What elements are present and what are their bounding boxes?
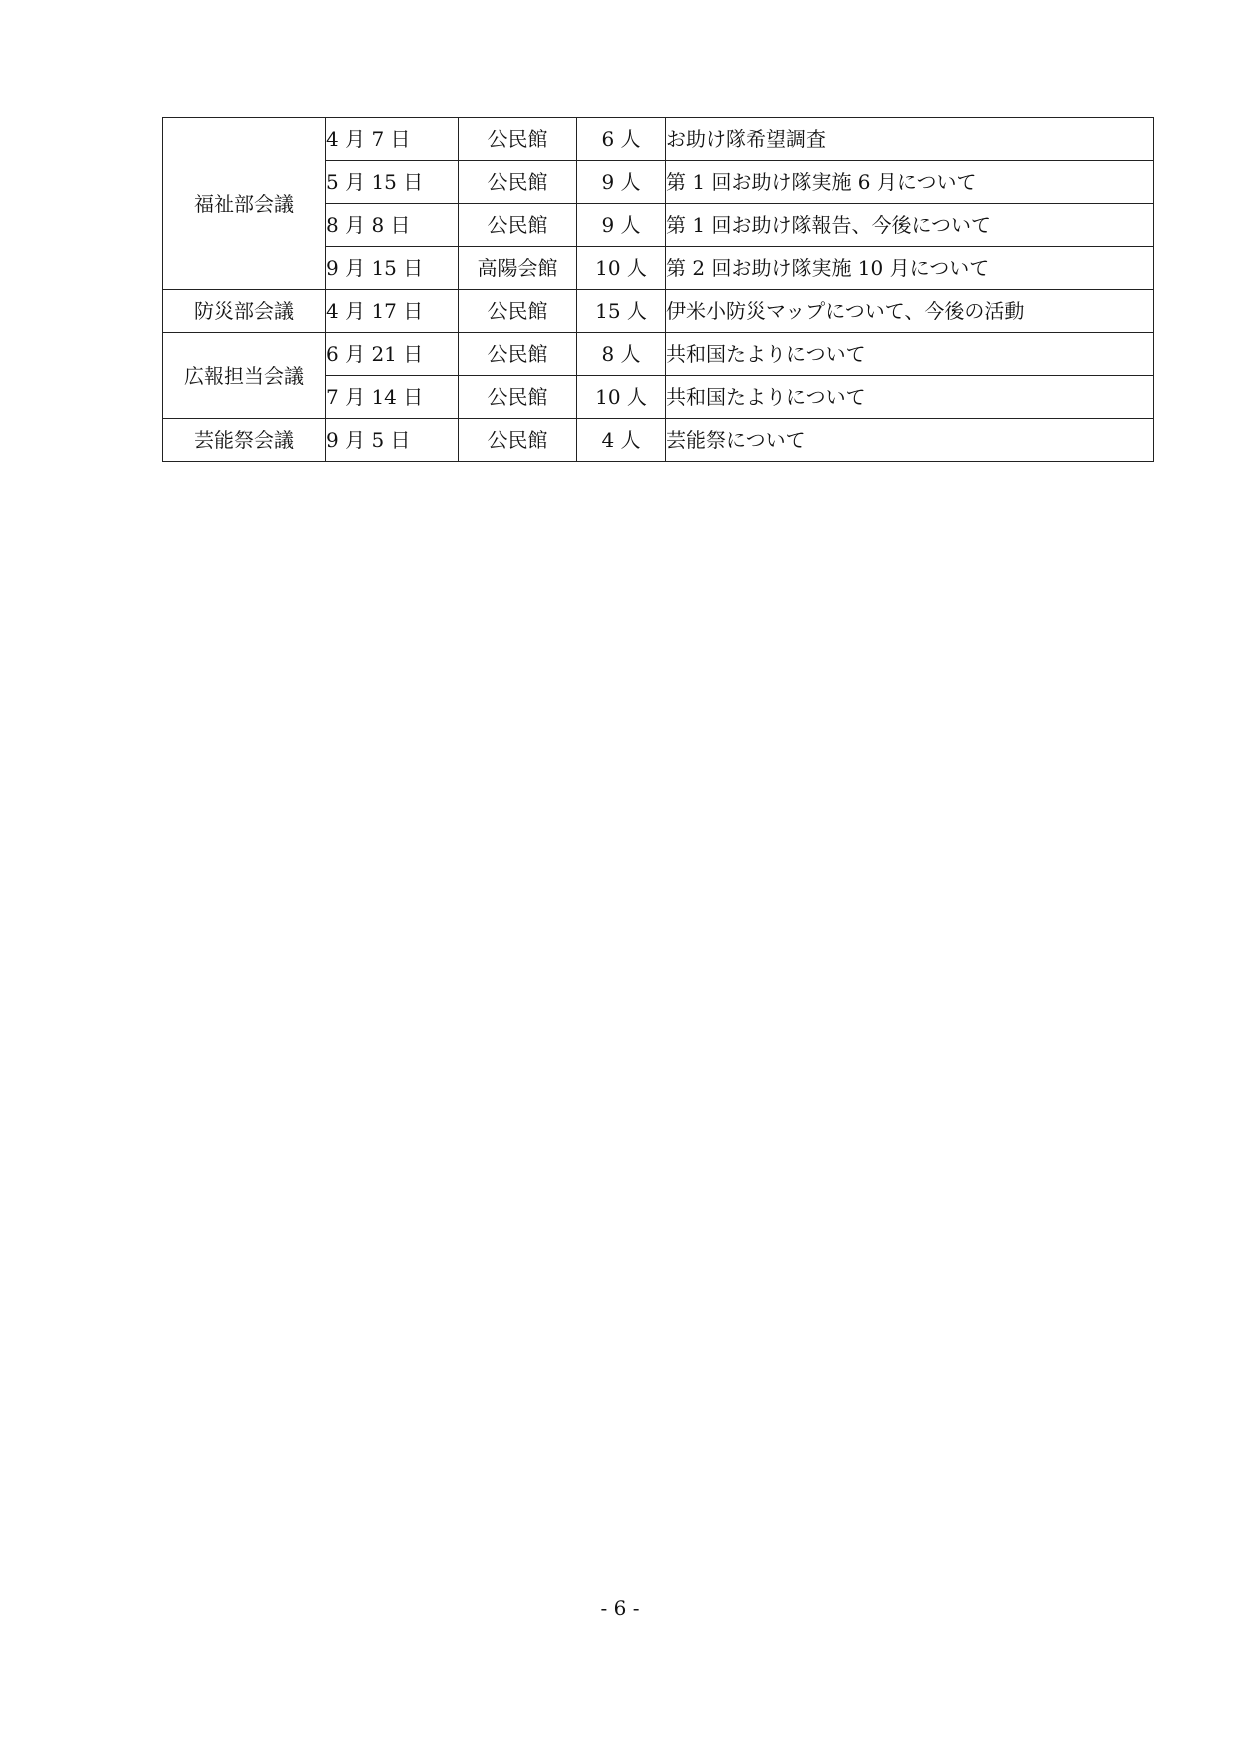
place-cell: 公民館 (459, 290, 577, 333)
date-cell: 8 月 8 日 (326, 204, 459, 247)
count-cell: 9 人 (577, 204, 666, 247)
place-cell: 高陽会館 (459, 247, 577, 290)
meetings-table (162, 117, 1154, 462)
count-cell: 8 人 (577, 333, 666, 376)
topic-cell: 芸能祭について (666, 419, 1154, 462)
date-cell: 5 月 15 日 (326, 161, 459, 204)
count-cell: 15 人 (577, 290, 666, 333)
date-cell: 7 月 14 日 (326, 376, 459, 419)
group-name: 芸能祭会議 (163, 419, 326, 462)
place-cell: 公民館 (459, 333, 577, 376)
date-cell: 4 月 17 日 (326, 290, 459, 333)
table-row (163, 333, 1154, 376)
topic-cell: 第 2 回お助け隊実施 10 月について (666, 247, 1154, 290)
count-cell: 9 人 (577, 161, 666, 204)
date-cell: 4 月 7 日 (326, 118, 459, 161)
topic-cell: 共和国たよりについて (666, 376, 1154, 419)
group-name: 防災部会議 (163, 290, 326, 333)
group-name: 福祉部会議 (163, 118, 326, 290)
date-cell: 9 月 5 日 (326, 419, 459, 462)
place-cell: 公民館 (459, 161, 577, 204)
count-cell: 6 人 (577, 118, 666, 161)
topic-cell: 第 1 回お助け隊報告、今後について (666, 204, 1154, 247)
place-cell: 公民館 (459, 419, 577, 462)
count-cell: 10 人 (577, 376, 666, 419)
place-cell: 公民館 (459, 118, 577, 161)
count-cell: 4 人 (577, 419, 666, 462)
topic-cell: 第 1 回お助け隊実施 6 月について (666, 161, 1154, 204)
topic-cell: 伊米小防災マップについて、今後の活動 (666, 290, 1154, 333)
topic-cell: お助け隊希望調査 (666, 118, 1154, 161)
date-cell: 6 月 21 日 (326, 333, 459, 376)
table-row (163, 419, 1154, 462)
date-cell: 9 月 15 日 (326, 247, 459, 290)
table-row (163, 290, 1154, 333)
count-cell: 10 人 (577, 247, 666, 290)
topic-cell: 共和国たよりについて (666, 333, 1154, 376)
group-name: 広報担当会議 (163, 333, 326, 419)
place-cell: 公民館 (459, 376, 577, 419)
table-row (163, 118, 1154, 161)
place-cell: 公民館 (459, 204, 577, 247)
page-number: - 6 - (600, 1596, 640, 1620)
